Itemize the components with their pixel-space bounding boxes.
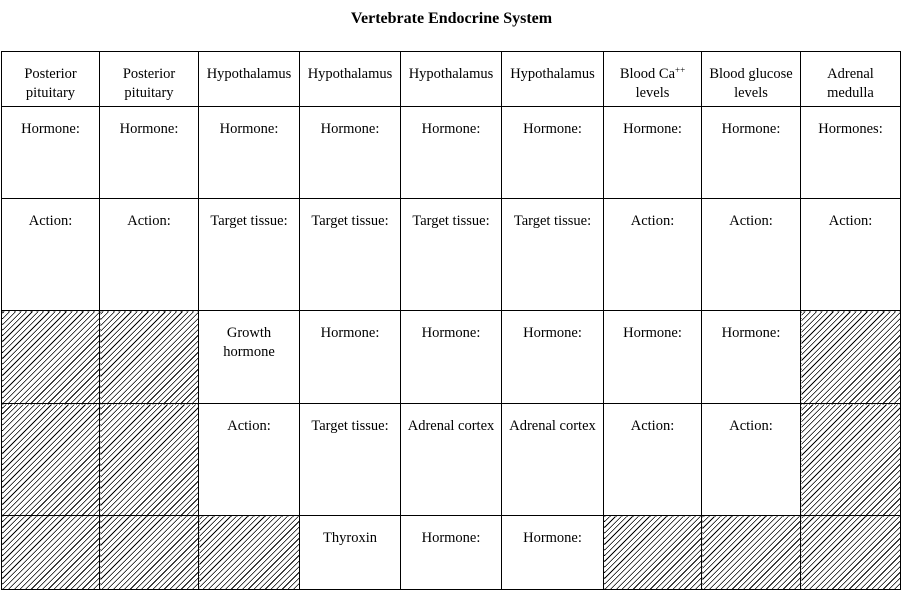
table-cell	[300, 311, 401, 404]
table-cell	[300, 199, 401, 311]
cell-text: Target tissue:	[311, 213, 389, 229]
cell-text: Hormone:	[623, 121, 682, 137]
header-label	[604, 52, 701, 103]
header-cell	[604, 52, 702, 107]
cell-text: Target tissue:	[513, 213, 592, 229]
header-label: Adrenal medulla	[827, 66, 874, 101]
cell-text: Action:	[28, 213, 73, 229]
table-row	[2, 516, 901, 590]
header-label-sup: ++	[675, 65, 686, 75]
table-cell	[801, 107, 901, 199]
hatched-cell	[199, 516, 300, 590]
header-cell	[401, 52, 502, 107]
cell-text: Action:	[828, 213, 873, 229]
header-cell	[502, 52, 604, 107]
cell-text: Target tissue:	[412, 213, 490, 229]
table-cell	[502, 404, 604, 516]
table-cell	[100, 199, 199, 311]
table-cell	[401, 404, 502, 516]
hatched-cell	[100, 516, 199, 590]
header-label: Blood glucose levels	[709, 66, 793, 101]
header-label: Hypothalamus	[307, 66, 393, 82]
hatched-cell	[604, 516, 702, 590]
cell-text: Adrenal cortex	[407, 418, 495, 434]
header-cell	[2, 52, 100, 107]
table-cell	[502, 199, 604, 311]
cell-text: Action:	[729, 213, 773, 229]
header-cell	[199, 52, 300, 107]
table-cell	[2, 107, 100, 199]
hatched-cell	[100, 404, 199, 516]
table-row	[2, 107, 901, 199]
cell-text: Action:	[127, 213, 171, 229]
cell-text: Action:	[729, 418, 773, 434]
table-cell	[100, 107, 199, 199]
cell-text: Hormone:	[21, 121, 80, 137]
cell-text: Hormone:	[119, 121, 179, 137]
table-cell	[199, 107, 300, 199]
table-cell	[401, 311, 502, 404]
header-label: Posterior pituitary	[24, 66, 77, 101]
table-row	[2, 404, 901, 516]
header-label: Hypothalamus	[510, 66, 595, 82]
hatched-cell	[2, 516, 100, 590]
cell-text: Hormone:	[421, 121, 481, 137]
cell-text: Hormone:	[421, 530, 481, 546]
hatched-cell	[100, 311, 199, 404]
cell-text: Hormone:	[721, 325, 781, 341]
table-cell	[604, 107, 702, 199]
cell-text: Thyroxin	[323, 530, 377, 546]
table-cell	[199, 404, 300, 516]
table-cell	[401, 199, 502, 311]
hatched-cell	[801, 404, 901, 516]
header-label: Hypothalamus	[408, 66, 494, 82]
cell-text: Hormone:	[320, 121, 380, 137]
header-cell	[300, 52, 401, 107]
header-cell	[801, 52, 901, 107]
hatched-cell	[702, 516, 801, 590]
table-cell	[300, 404, 401, 516]
table-cell	[300, 107, 401, 199]
table-cell	[604, 404, 702, 516]
cell-text: Hormone:	[421, 325, 481, 341]
cell-text: Hormone:	[623, 325, 682, 341]
cell-text: Hormone:	[523, 121, 582, 137]
header-label-tail: levels	[635, 85, 670, 101]
cell-text: Target tissue:	[210, 213, 288, 229]
header-cell	[100, 52, 199, 107]
table-cell	[300, 516, 401, 590]
hatched-cell	[2, 311, 100, 404]
table-cell	[401, 516, 502, 590]
table-cell	[702, 199, 801, 311]
hatched-cell	[2, 404, 100, 516]
endocrine-table	[1, 51, 901, 590]
table-cell	[702, 311, 801, 404]
cell-text: Hormone:	[320, 325, 380, 341]
table-cell	[502, 516, 604, 590]
cell-text: Action:	[630, 213, 675, 229]
table-cell	[199, 311, 300, 404]
hatched-cell	[801, 516, 901, 590]
table-cell	[604, 311, 702, 404]
table-cell	[401, 107, 502, 199]
table-cell	[199, 199, 300, 311]
header-cell	[702, 52, 801, 107]
cell-text: Target tissue:	[311, 418, 389, 434]
hatched-cell	[801, 311, 901, 404]
cell-text: Hormones:	[818, 121, 883, 137]
cell-text: Hormone:	[219, 121, 279, 137]
table-cell	[702, 107, 801, 199]
cell-text: Action:	[227, 418, 271, 434]
table-cell	[502, 311, 604, 404]
cell-text: Hormone:	[721, 121, 781, 137]
table-cell	[2, 199, 100, 311]
table-row	[2, 311, 901, 404]
table-row	[2, 199, 901, 311]
cell-text: Hormone:	[523, 530, 582, 546]
cell-text: Growth hormone	[223, 325, 275, 360]
header-row	[2, 52, 901, 107]
cell-text: Hormone:	[523, 325, 582, 341]
header-label-main: Blood Ca	[619, 66, 676, 82]
table-cell	[702, 404, 801, 516]
header-label: Posterior pituitary	[122, 66, 176, 101]
cell-text: Action:	[630, 418, 675, 434]
table-cell	[801, 199, 901, 311]
cell-text: Adrenal cortex	[509, 418, 596, 434]
table-cell	[604, 199, 702, 311]
page-title: Vertebrate Endocrine System	[350, 10, 553, 27]
table-cell	[502, 107, 604, 199]
header-label: Hypothalamus	[206, 66, 292, 82]
